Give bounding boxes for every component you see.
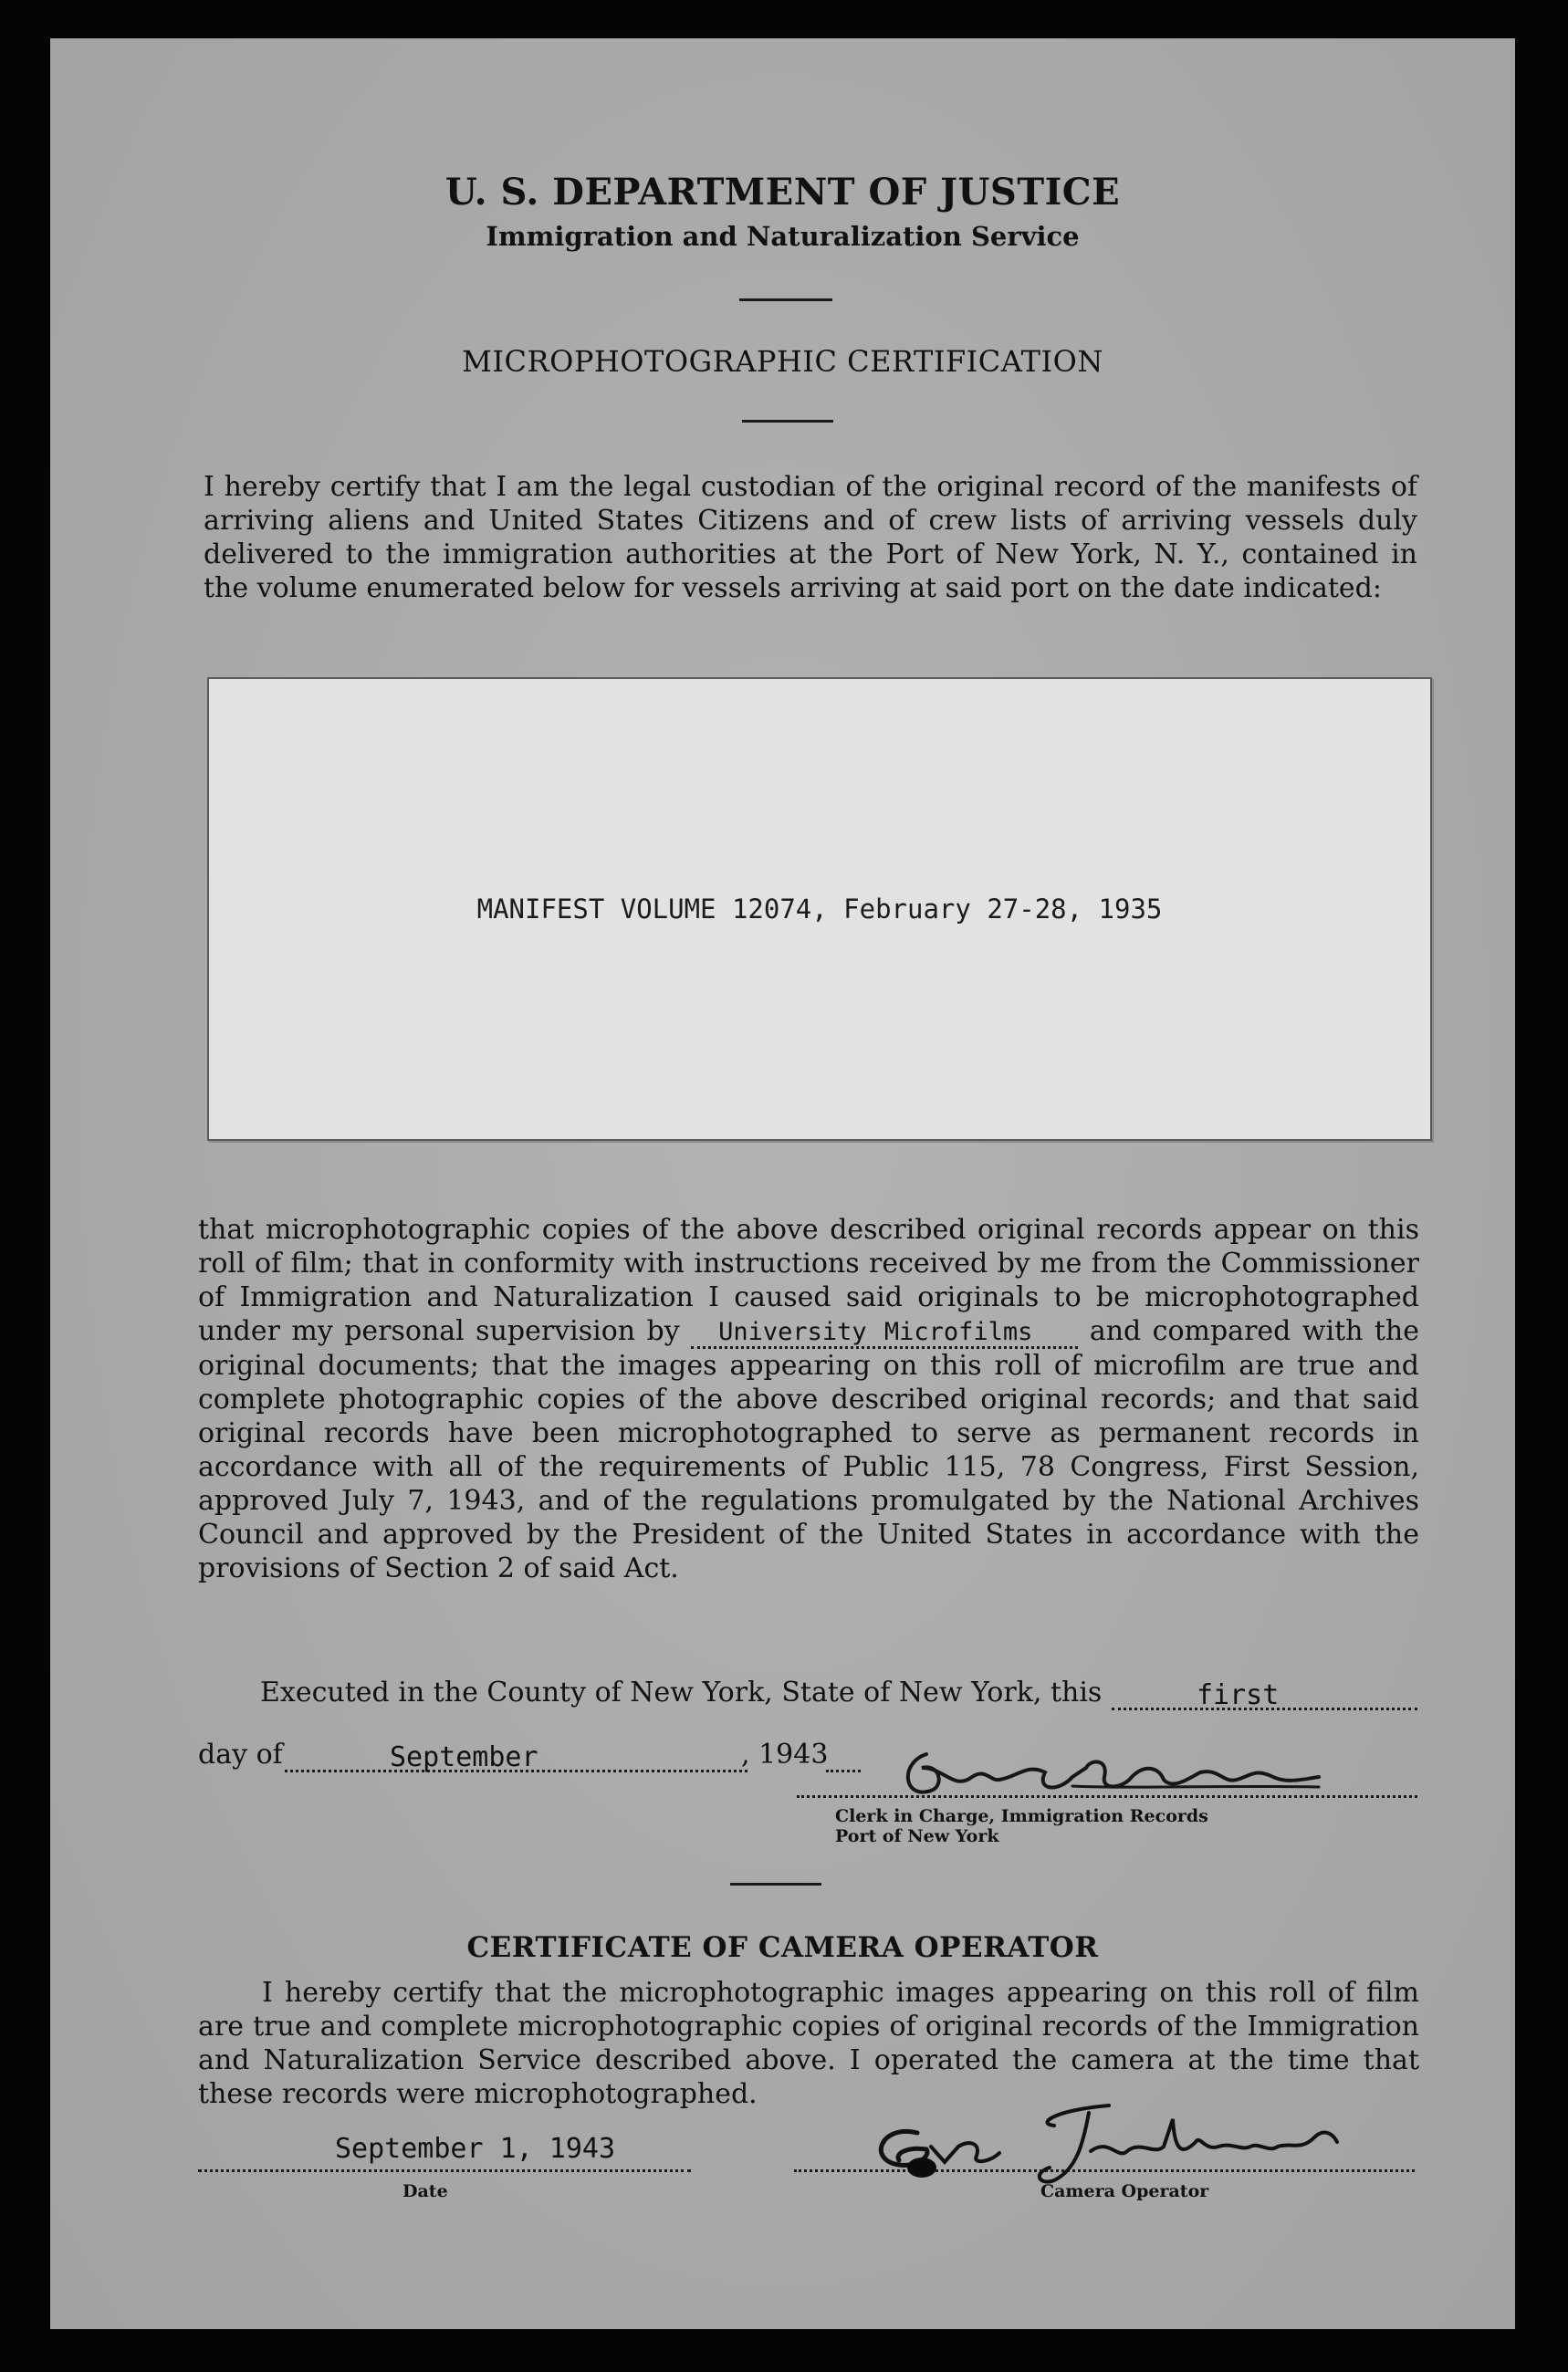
department-title: U. S. DEPARTMENT OF JUSTICE [444,171,1121,214]
operator-label: Camera Operator [1040,2181,1209,2201]
camera-operator-statement: I hereby certify that the microphotographic images appearing on this roll of film are true and complete microphotographic copies of original records of the Immigration and Naturalization Service described above. I operated the camera at the time that these records were microphotographed. [198,1977,1419,2110]
executed-line-label: Executed in the County of New York, State of New York, this [260,1677,1103,1708]
date-value: September 1, 1943 [335,2133,616,2165]
divider [730,1883,821,1886]
certification-title: MICROPHOTOGRAPHIC CERTIFICATION [462,344,1103,379]
manifest-label-box [207,677,1432,1141]
manifest-volume: MANIFEST VOLUME 12074, February 27-28, 1935 [476,893,1163,925]
service-subtitle: Immigration and Naturalization Service [486,221,1080,252]
operator-signature [844,2096,1355,2188]
day-of-label: day of [198,1739,283,1771]
clerk-title [835,1806,1208,1846]
camera-operator-heading: CERTIFICATE OF CAMERA OPERATOR [466,1931,1099,1964]
day-value: first [1197,1679,1280,1711]
divider [739,298,832,301]
month-value: September [390,1741,538,1773]
year-trailing-dots [826,1742,861,1772]
certification-body [198,1213,1419,1585]
body-text-part2: and compared with the original documents; that the images appearing on this roll of microfilm are true and complete photographic copies of the above described original records; and that said original records have been microphotographed to serve as permanent records in accordance with all of the requirements of Public 115, 78 Congress, First Session, approved July 7, 1943, and of the regulations promulgated by the National Archives Council and approved by the President of the United States in accordance with the provisions of Section 2 of said Act. [198,1315,1419,1584]
date-label: Date [402,2181,448,2201]
clerk-title-line1: Clerk in Charge, Immigration Records [835,1806,1208,1826]
certificate-page [50,38,1515,2329]
year-value: , 1943 [741,1739,829,1771]
clerk-signature [890,1727,1346,1809]
divider [742,420,833,423]
clerk-title-line2: Port of New York [835,1826,999,1846]
body-text-part1: that microphotographic copies of the above described original records appear on this roll of film; that in conformity with instructions received by me from the Commissioner of Immigration and Naturalization I caused said originals to be microphotographed under my personal supervision by [198,1214,1419,1347]
filmed-by-value: University Microfilms [691,1318,1078,1349]
custodian-statement: I hereby certify that I am the legal custodian of the original record of the manifests of arriving aliens and United States Citizens and of crew lists of arriving vessels duly delivered to the immigration authorities at the Port of New York, N. Y., contained in the volume enumerated below for vessels arriving at said port on the date indicated: [204,471,1417,604]
